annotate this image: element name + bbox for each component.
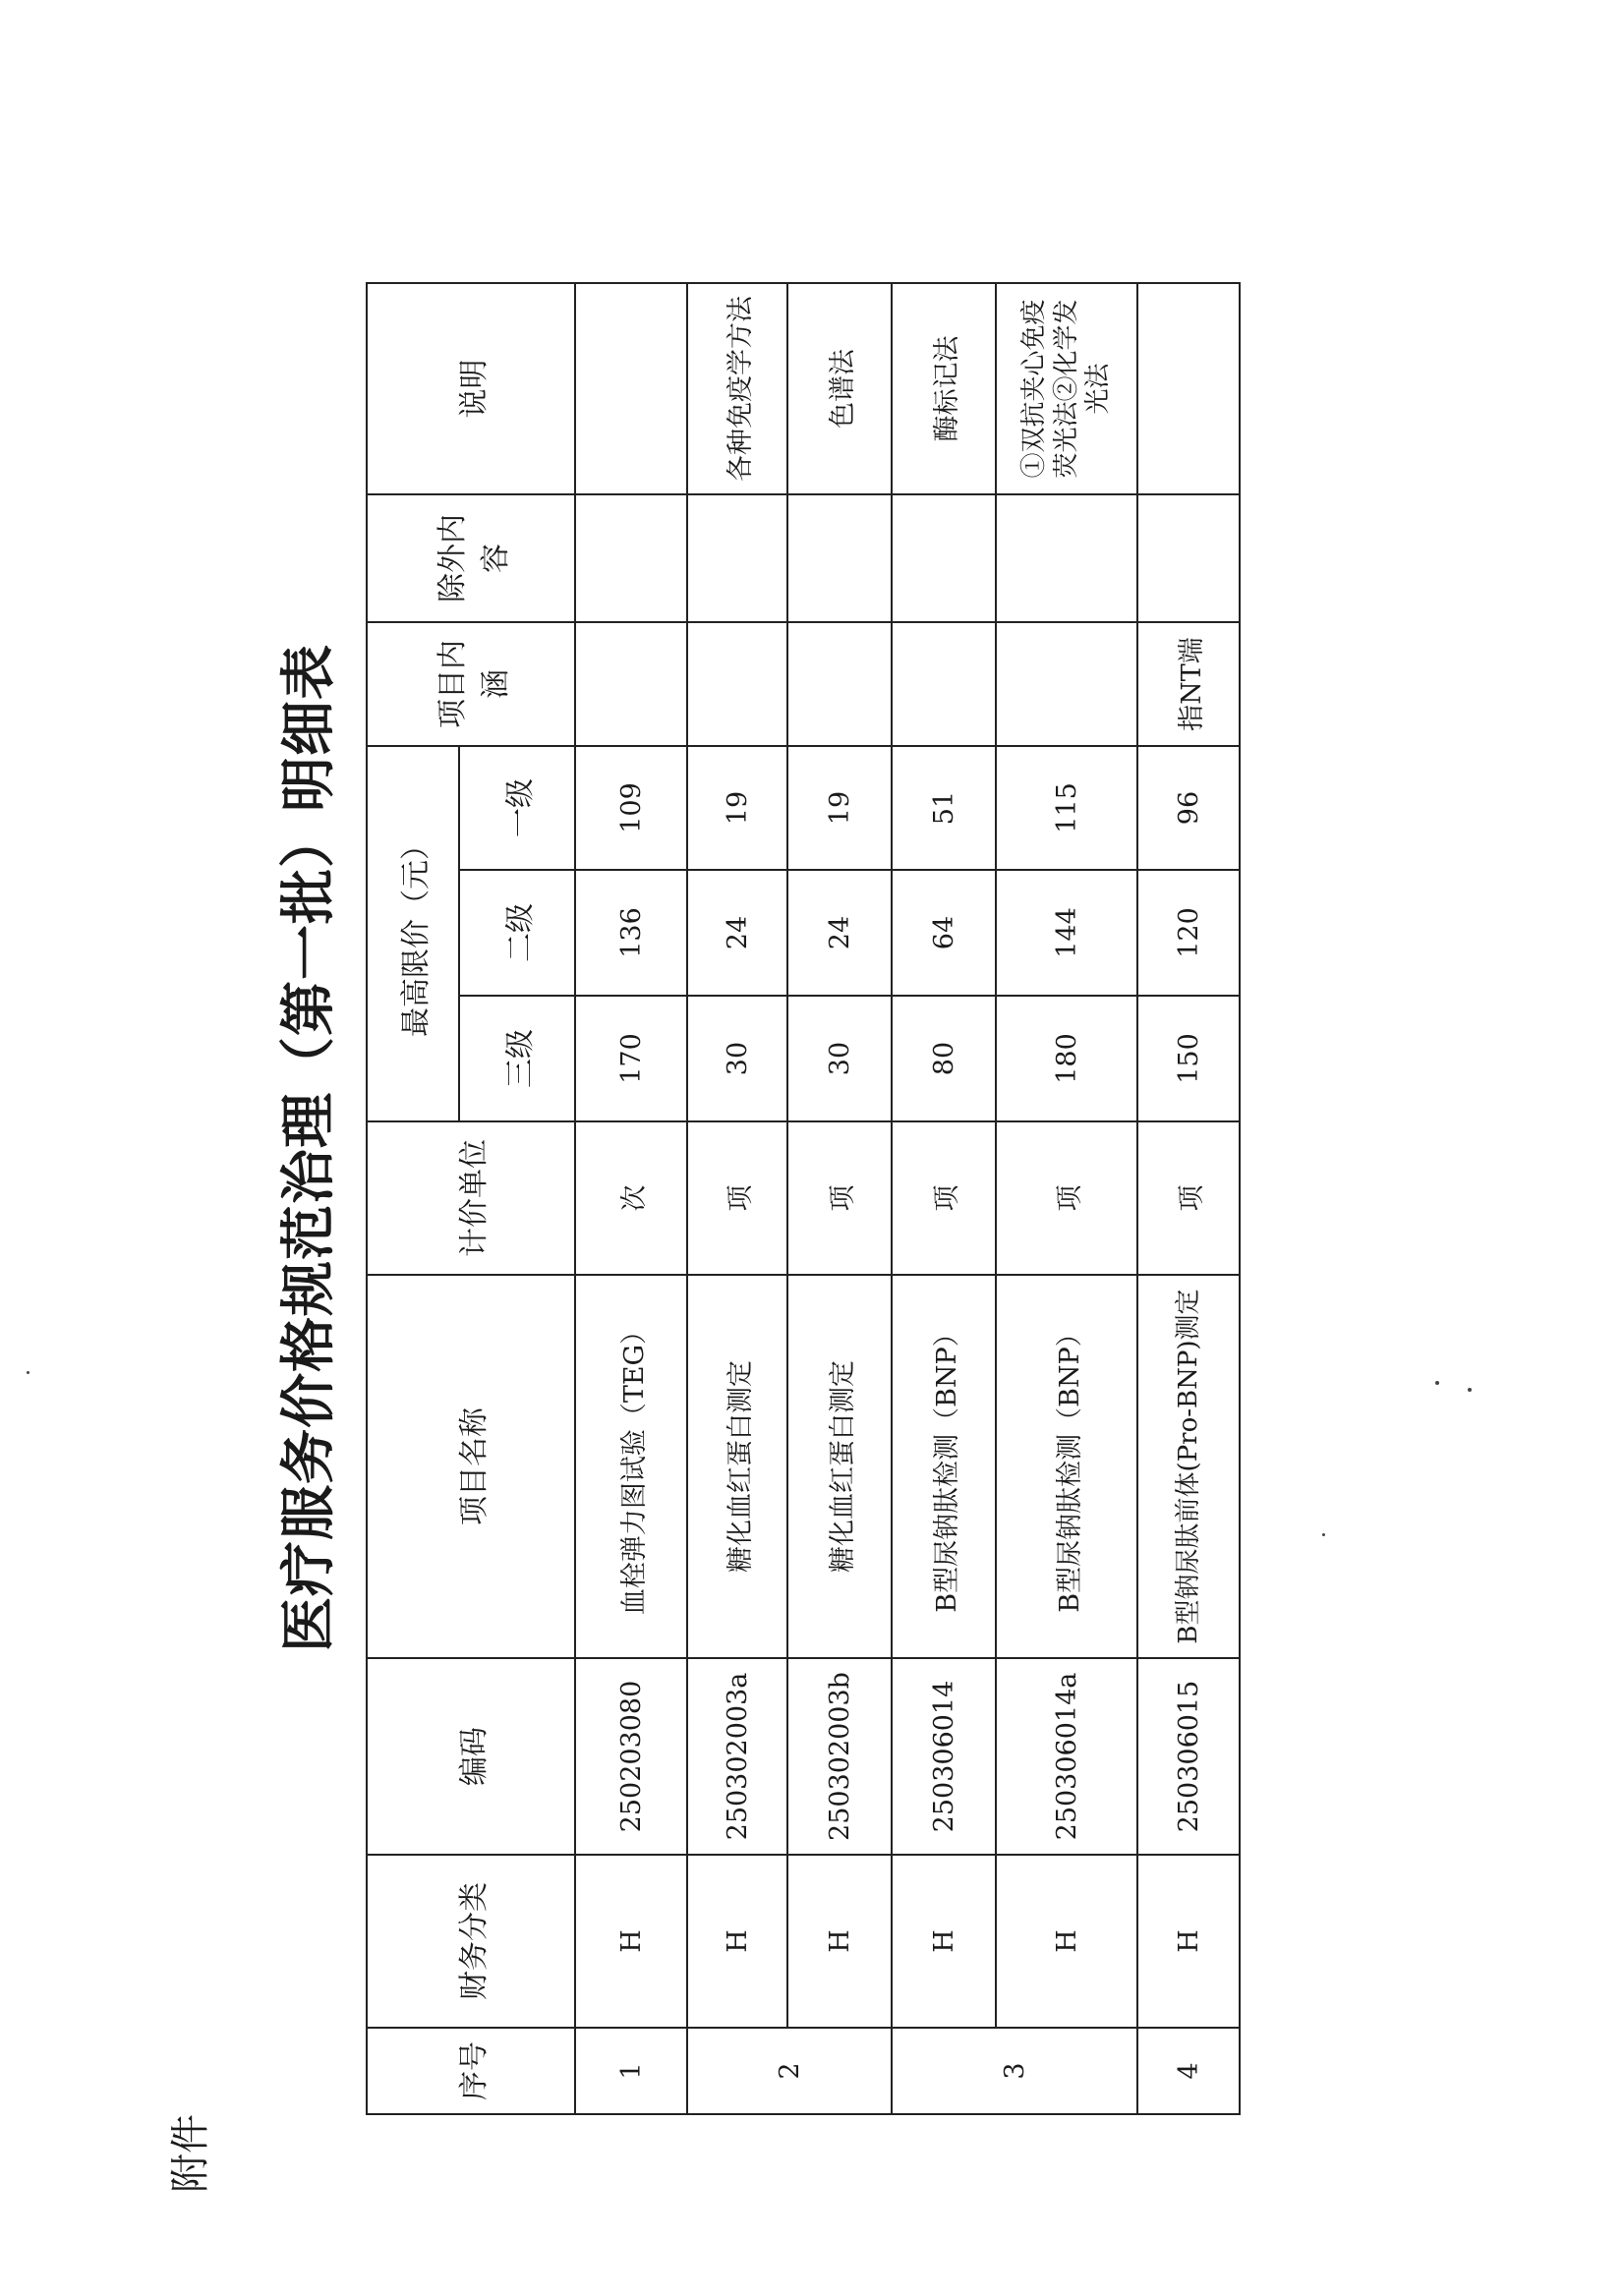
cell-note: 酶标记法 — [892, 283, 996, 494]
scan-speck — [1322, 1533, 1325, 1536]
scan-speck — [27, 1371, 29, 1374]
cell-unit: 项 — [996, 1121, 1137, 1275]
header-category: 财务分类 — [367, 1855, 575, 2028]
cell-price-level1: 19 — [787, 746, 892, 870]
cell-category: H — [892, 1855, 996, 2028]
cell-price-level1: 19 — [687, 746, 787, 870]
cell-content — [892, 622, 996, 746]
cell-excluded — [1137, 494, 1240, 622]
cell-note: 色谱法 — [787, 283, 892, 494]
cell-code: 250302003a — [687, 1658, 787, 1855]
cell-code: 250306015 — [1137, 1658, 1240, 1855]
attachment-label: 附件 — [168, 2114, 213, 2193]
page-title: 医疗服务价格规范治理（第一批）明细表 — [276, 644, 341, 1652]
cell-unit: 项 — [687, 1121, 787, 1275]
cell-price-level2: 120 — [1137, 870, 1240, 996]
cell-name: B型尿钠肽检测（BNP） — [996, 1275, 1137, 1658]
cell-category: H — [1137, 1855, 1240, 2028]
header-level1: 一级 — [459, 746, 575, 870]
cell-content — [787, 622, 892, 746]
cell-note — [1137, 283, 1240, 494]
cell-content — [687, 622, 787, 746]
cell-name: 糖化血红蛋白测定 — [787, 1275, 892, 1658]
cell-price-level1: 115 — [996, 746, 1137, 870]
cell-note: ①双抗夹心免疫荧光法②化学发光法 — [996, 283, 1137, 494]
cell-code: 250306014a — [996, 1658, 1137, 1855]
cell-name: 血栓弹力图试验（TEG） — [575, 1275, 687, 1658]
cell-code: 250306014 — [892, 1658, 996, 1855]
cell-content — [996, 622, 1137, 746]
header-level3: 三级 — [459, 996, 575, 1121]
cell-unit: 项 — [892, 1121, 996, 1275]
cell-name: B型钠尿肽前体(Pro-BNP)测定 — [1137, 1275, 1240, 1658]
cell-price-level2: 144 — [996, 870, 1137, 996]
cell-price-level3: 180 — [996, 996, 1137, 1121]
cell-seq: 3 — [892, 2028, 1137, 2114]
table-row — [1137, 283, 1240, 2114]
cell-price-level1: 51 — [892, 746, 996, 870]
cell-unit: 项 — [1137, 1121, 1240, 1275]
cell-content — [575, 622, 687, 746]
cell-price-level3: 170 — [575, 996, 687, 1121]
header-level2: 二级 — [459, 870, 575, 996]
cell-excluded — [687, 494, 787, 622]
cell-price-level2: 24 — [787, 870, 892, 996]
scan-speck — [1435, 1381, 1439, 1385]
cell-price-level3: 80 — [892, 996, 996, 1121]
price-table — [366, 282, 1241, 2115]
cell-price-level1: 109 — [575, 746, 687, 870]
header-unit: 计价单位 — [367, 1121, 575, 1275]
cell-excluded — [575, 494, 687, 622]
cell-name: 糖化血红蛋白测定 — [687, 1275, 787, 1658]
header-seq: 序号 — [367, 2028, 575, 2114]
header-code: 编码 — [367, 1658, 575, 1855]
cell-price-level3: 30 — [687, 996, 787, 1121]
table-row — [687, 283, 787, 2114]
table-row — [787, 283, 892, 2114]
cell-seq: 2 — [687, 2028, 892, 2114]
cell-category: H — [687, 1855, 787, 2028]
cell-name: B型尿钠肽检测（BNP） — [892, 1275, 996, 1658]
cell-code: 250302003b — [787, 1658, 892, 1855]
cell-unit: 次 — [575, 1121, 687, 1275]
table-row — [892, 283, 996, 2114]
scan-speck — [1468, 1388, 1472, 1392]
cell-price-level1: 96 — [1137, 746, 1240, 870]
cell-price-level2: 136 — [575, 870, 687, 996]
cell-content: 指NT端 — [1137, 622, 1240, 746]
cell-price-level3: 30 — [787, 996, 892, 1121]
header-content: 项目内涵 — [367, 622, 575, 746]
cell-price-level3: 150 — [1137, 996, 1240, 1121]
header-name: 项目名称 — [367, 1275, 575, 1658]
cell-category: H — [996, 1855, 1137, 2028]
cell-unit: 项 — [787, 1121, 892, 1275]
cell-seq: 1 — [575, 2028, 687, 2114]
cell-note — [575, 283, 687, 494]
cell-excluded — [996, 494, 1137, 622]
cell-note: 各种免疫学方法 — [687, 283, 787, 494]
cell-category: H — [575, 1855, 687, 2028]
table-row — [575, 283, 687, 2114]
cell-excluded — [787, 494, 892, 622]
cell-category: H — [787, 1855, 892, 2028]
table-row — [996, 283, 1137, 2114]
cell-price-level2: 24 — [687, 870, 787, 996]
header-excluded: 除外内容 — [367, 494, 575, 622]
cell-excluded — [892, 494, 996, 622]
header-note: 说明 — [367, 283, 575, 494]
cell-code: 250203080 — [575, 1658, 687, 1855]
cell-price-level2: 64 — [892, 870, 996, 996]
cell-seq: 4 — [1137, 2028, 1240, 2114]
header-max-price: 最高限价（元） — [367, 746, 459, 1121]
